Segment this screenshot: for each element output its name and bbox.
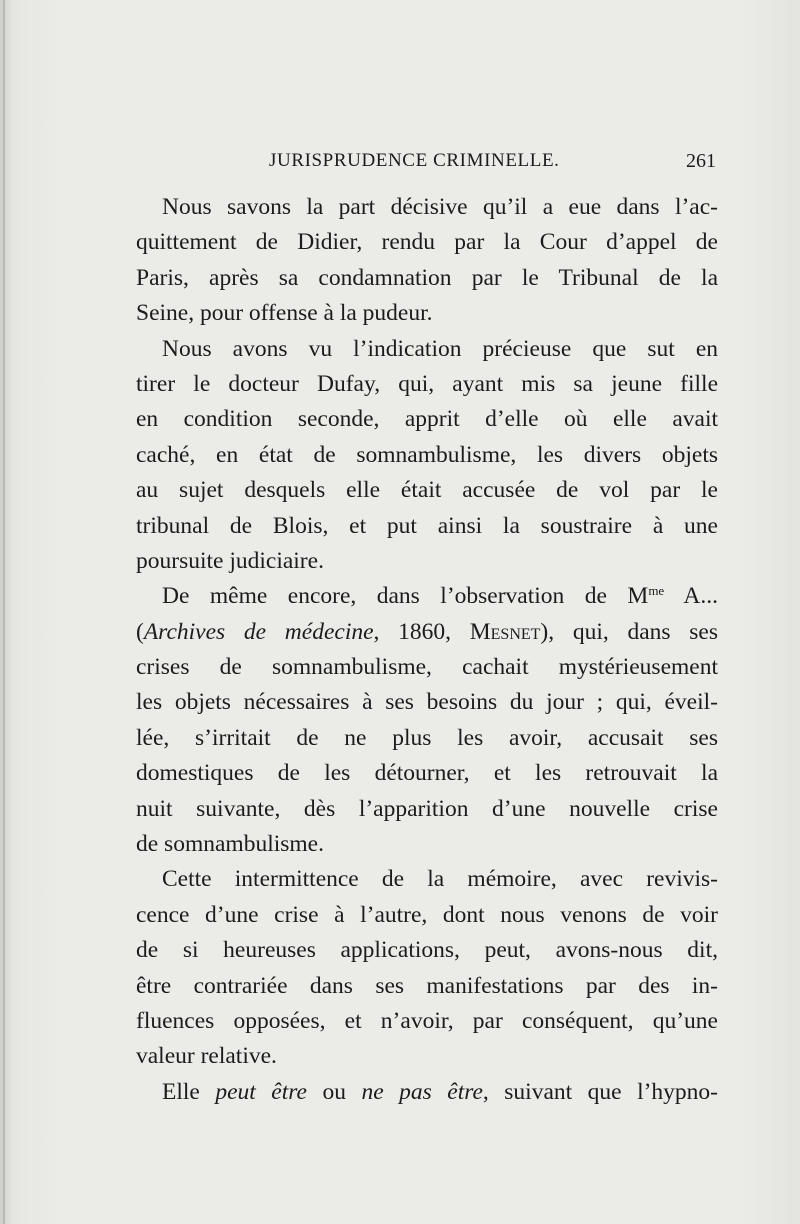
text-line — [136, 898, 718, 933]
binding-gutter — [3, 0, 5, 1224]
line-text: poursuite judiciaire. — [136, 547, 324, 574]
running-head — [136, 150, 716, 176]
small-caps-text: Mesnet — [469, 618, 541, 645]
text-line — [136, 544, 718, 579]
text-line — [136, 969, 718, 1004]
text-line — [136, 792, 718, 827]
line-text: cence d’une crise à l’autre, dont nous venons de voir — [136, 901, 718, 928]
text-line — [136, 579, 718, 614]
text-line — [136, 296, 718, 331]
text-line — [136, 190, 718, 225]
line-text: , suivant que l’hypno- — [482, 1078, 719, 1105]
line-text: De même encore, dans l’observation de M — [162, 583, 649, 610]
text-line — [136, 685, 718, 720]
line-text: au sujet desquels elle était accusée de vol par le — [136, 477, 718, 504]
line-text: Paris, après sa condamnation par le Tribunal de la — [136, 264, 718, 291]
text-line — [136, 1075, 718, 1110]
text-line — [136, 225, 718, 260]
line-text: fluences opposées, et n’avoir, par conséquent, qu’une — [136, 1007, 718, 1034]
line-text: être contrariée dans ses manifestations par des in- — [136, 972, 718, 999]
line-text: Nous avons vu l’indication précieuse que sut en — [162, 335, 718, 362]
italic-text: Archives de médecine — [143, 618, 374, 645]
text-line — [136, 261, 718, 296]
body-text — [136, 190, 718, 1110]
text-line — [136, 650, 718, 685]
text-line — [136, 473, 718, 508]
text-line — [136, 367, 718, 402]
line-text: Elle — [162, 1078, 216, 1105]
text-line — [136, 827, 718, 862]
line-text: , 1860, — [373, 618, 470, 645]
running-title: JURISPRUDENCE CRIMINELLE. — [269, 150, 560, 171]
italic-text: peut être — [215, 1078, 307, 1105]
italic-text: ne pas être — [361, 1078, 483, 1105]
text-line — [136, 721, 718, 756]
line-text: quittement de Didier, rendu par la Cour d’appel de — [136, 229, 718, 256]
line-text: les objets nécessaires à ses besoins du jour ; qui, éveil- — [136, 689, 718, 716]
line-text: Nous savons la part décisive qu’il a eue dans l’ac- — [162, 194, 718, 220]
line-text: Seine, pour offense à la pudeur. — [136, 300, 433, 327]
text-line — [136, 1004, 718, 1039]
text-line — [136, 402, 718, 437]
line-text: en condition seconde, apprit d’elle où elle avait — [136, 406, 718, 433]
line-text: crises de somnambulisme, cachait mystérieusement — [136, 654, 718, 681]
line-text: valeur relative. — [136, 1043, 277, 1070]
line-text: domestiques de les détourner, et les retrouvait la — [136, 760, 718, 787]
text-line — [136, 509, 718, 544]
superscript-text: me — [648, 583, 665, 599]
line-text: ou — [306, 1078, 362, 1105]
text-line — [136, 438, 718, 473]
line-text: Cette intermittence de la mémoire, avec revivis- — [162, 866, 718, 893]
line-text: tirer le docteur Dufay, qui, ayant mis sa jeune fille — [136, 370, 718, 397]
text-line — [136, 756, 718, 791]
text-line — [136, 615, 718, 650]
line-text: ( — [136, 618, 144, 645]
line-text: tribunal de Blois, et put ainsi la soustraire à une — [136, 512, 718, 539]
text-line — [136, 933, 718, 968]
text-line — [136, 332, 718, 367]
text-line — [136, 1039, 718, 1074]
line-text: nuit suivante, dès l’apparition d’une nouvelle crise — [136, 795, 718, 822]
line-text: de somnambulisme. — [136, 831, 324, 858]
line-text: de si heureuses applications, peut, avons-nous dit, — [136, 937, 718, 964]
text-line — [136, 862, 718, 897]
page-number: 261 — [686, 150, 716, 172]
line-text: caché, en état de somnambulisme, les divers objets — [136, 441, 718, 468]
line-text: ), qui, dans ses — [540, 618, 719, 645]
line-text: A... — [664, 583, 718, 610]
line-text: lée, s’irritait de ne plus les avoir, accusait ses — [136, 724, 718, 751]
